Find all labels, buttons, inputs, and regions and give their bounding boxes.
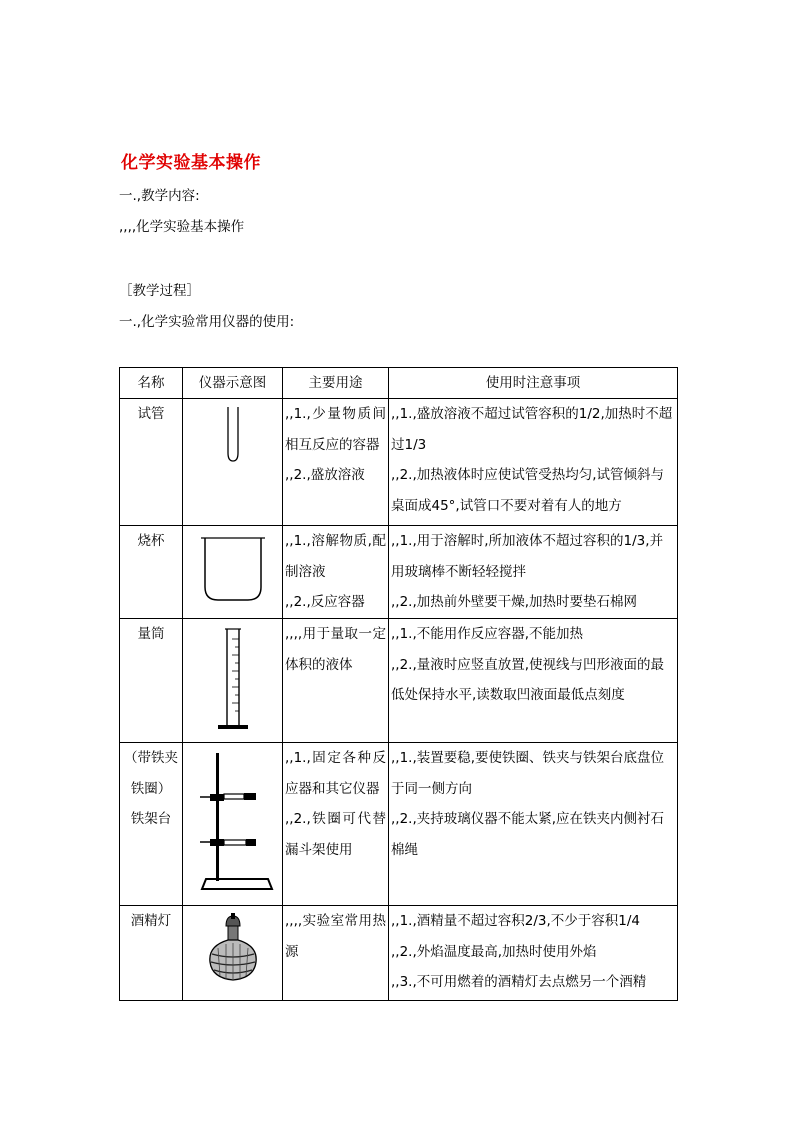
table-row — [120, 526, 678, 619]
beaker-icon — [198, 532, 268, 607]
test-tube-icon — [203, 405, 263, 465]
cell-name: 量筒 — [120, 619, 183, 743]
alcohol-lamp-icon — [198, 910, 268, 990]
graduated-cylinder-icon — [208, 625, 258, 735]
iron-stand-icon — [188, 749, 278, 894]
cell-notes: ,,1.,酒精量不超过容积2/3,不少于容积1/4 ,,2.,外焰温度最高,加热时使用外焰 ,,3.,不可用燃着的酒精灯去点燃另一个酒精 — [389, 906, 678, 1001]
cell-diagram — [183, 743, 283, 906]
cell-diagram — [183, 906, 283, 1001]
instrument-name: 试管 — [137, 406, 165, 422]
table-row — [120, 399, 678, 526]
table-row — [120, 906, 678, 1001]
header-use: 主要用途 — [283, 368, 389, 399]
cell-diagram — [183, 526, 283, 619]
table-header-row — [120, 368, 678, 399]
cell-diagram — [183, 399, 283, 526]
document-title: 化学实验基本操作 — [121, 153, 261, 173]
cell-use: ,,1.,溶解物质,配制溶液 ,,2.,反应容器 — [283, 526, 389, 619]
cell-use: ,,,,用于量取一定体积的液体 — [283, 619, 389, 743]
section1-line: ,,,,化学实验基本操作 — [119, 219, 245, 235]
section2-heading: 一.,化学实验常用仪器的使用: — [119, 314, 295, 330]
header-notes: 使用时注意事项 — [389, 368, 678, 399]
section1-heading: 一.,教学内容: — [119, 188, 200, 204]
header-name: 名称 — [120, 368, 183, 399]
cell-use: ,,,,实验室常用热源 — [283, 906, 389, 1001]
cell-notes: ,,1.,不能用作反应容器,不能加热 ,,2.,量液时应竖直放置,使视线与凹形液面的最低处保持水平,读数取凹液面最低点刻度 — [389, 619, 678, 743]
header-diagram: 仪器示意图 — [183, 368, 283, 399]
cell-use: ,,1.,固定各种反应器和其它仪器 ,,2.,铁圈可代替漏斗架使用 — [283, 743, 389, 906]
cell-name: 烧杯 — [120, 526, 183, 619]
cell-notes: ,,1.,盛放溶液不超过试管容积的1/2,加热时不超过1/3 ,,2.,加热液体时应使试管受热均匀,试管倾斜与桌面成45°,试管口不要对着有人的地方 — [389, 399, 678, 526]
table-row — [120, 743, 678, 906]
cell-notes: ,,1.,用于溶解时,所加液体不超过容积的1/3,并用玻璃棒不断轻轻搅拌 ,,2.,加热前外壁要干燥,加热时要垫石棉网 — [389, 526, 678, 619]
cell-name — [120, 399, 183, 526]
cell-use: ,,1.,少量物质间相互反应的容器 ,,2.,盛放溶液 — [283, 399, 389, 526]
cell-notes: ,,1.,装置要稳,要使铁圈、铁夹与铁架台底盘位于同一侧方向 ,,2.,夹持玻璃仪器不能太紧,应在铁夹内侧衬石棉绳 — [389, 743, 678, 906]
process-heading: ［教学过程］ — [119, 283, 200, 299]
cell-diagram — [183, 619, 283, 743]
cell-name: 酒精灯 — [120, 906, 183, 1001]
table-row — [120, 619, 678, 743]
cell-name: （带铁夹 铁圈） 铁架台 — [120, 743, 183, 906]
instrument-table — [119, 367, 678, 1001]
